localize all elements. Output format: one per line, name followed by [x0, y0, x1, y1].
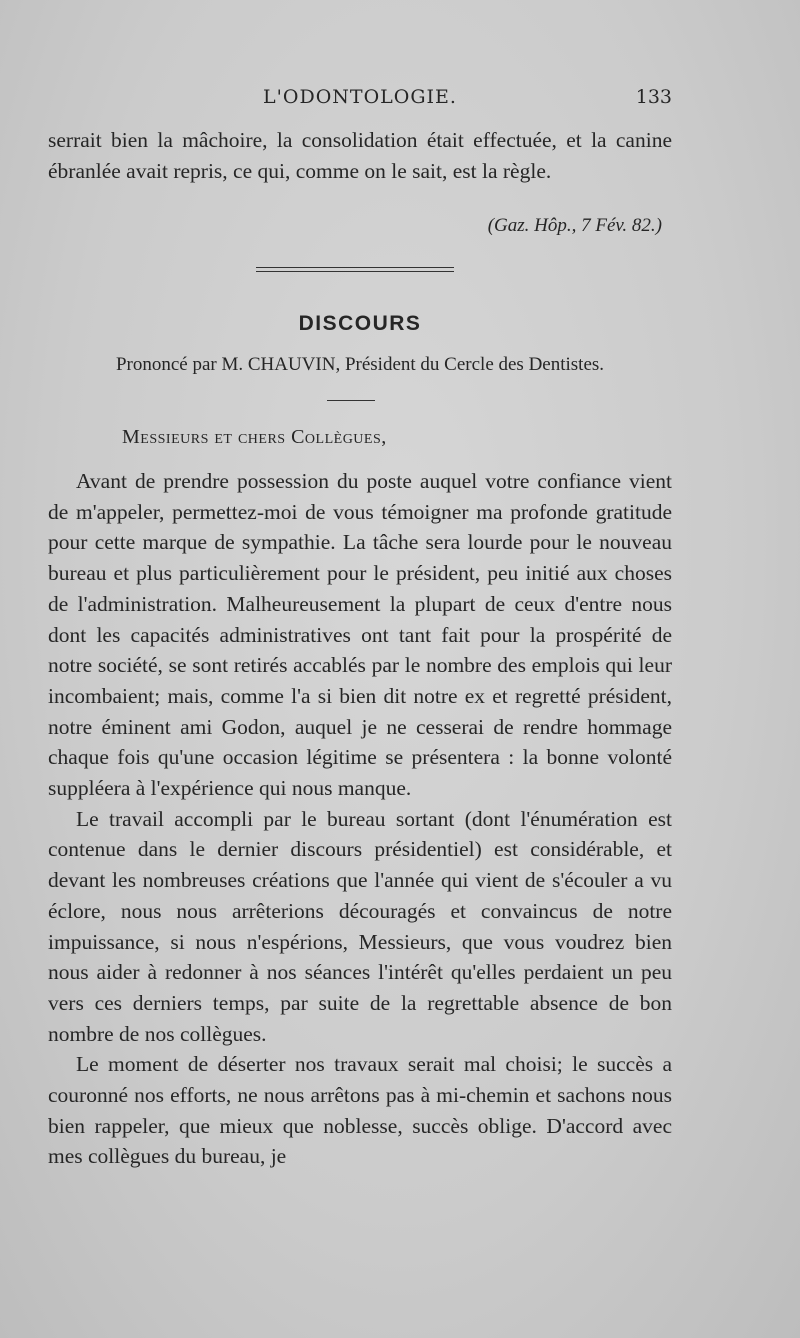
page-header	[48, 82, 672, 112]
double-rule-divider	[256, 267, 454, 272]
page-number: 133	[635, 86, 672, 108]
citation: (Gaz. Hôp., 7 Fév. 82.)	[487, 215, 662, 236]
section-subtitle: Prononcé par M. CHAUVIN, Président du Cercle des Dentistes.	[115, 354, 605, 375]
continuation-paragraph	[48, 125, 672, 186]
paragraph: Le moment de déserter nos travaux serait mal choisi; le succès a couronné nos efforts, ne nous arrêtons pas à mi-chemin et sachons nous bien rappeler, que mieux que noblesse, succès oblige. D'accord avec mes collègues du bureau, je	[48, 1052, 672, 1169]
section-title: DISCOURS	[298, 312, 422, 335]
paragraph: Avant de prendre possession du poste auquel votre confiance vient de m'appeler, permettez-moi de vous témoigner ma profonde gratitude pour cette marque de sympathie. La tâche sera lourde pour le nouveau bureau et plus particulièrement pour le président, peu initié aux choses de l'administration. Malheureusement la plupart de ceux d'entre nous dont les capacités administratives ont tant fait pour la prospérité de notre société, se sont retirés accablés par le nombre des emplois qui leur incombaient; mais, comme l'a si bien dit notre ex et regretté président, notre éminent ami Godon, auquel je ne cesserai de rendre hommage chaque fois qu'une occasion légitime se présentera : la bonne volonté suppléera à l'expérience qui nous manque.	[48, 469, 672, 801]
continuation-text: serrait bien la mâchoire, la consolidation était effectuée, et la canine ébranlée avait repris, ce qui, comme on le sait, est la règle.	[48, 128, 672, 183]
paragraph: Le travail accompli par le bureau sortant (dont l'énumération est contenue dans le dernier discours présidentiel) est considérable, et devant les nombreuses créations que l'année qui vient de s'écouler a vu éclore, nous nous arrêterions découragés et convaincus de notre impuissance, si nous n'espérions, Messieurs, que vous voudrez bien nous aider à redonner à nos séances l'intérêt qu'elles perdaient un peu vers ces derniers temps, par suite de la regrettable absence de bon nombre de nos collègues.	[48, 806, 672, 1046]
short-rule-divider	[327, 400, 375, 401]
speech-body	[48, 466, 672, 1172]
running-head: L'ODONTOLOGIE.	[263, 86, 457, 108]
salutation: Messieurs et chers Collègues,	[122, 426, 387, 448]
